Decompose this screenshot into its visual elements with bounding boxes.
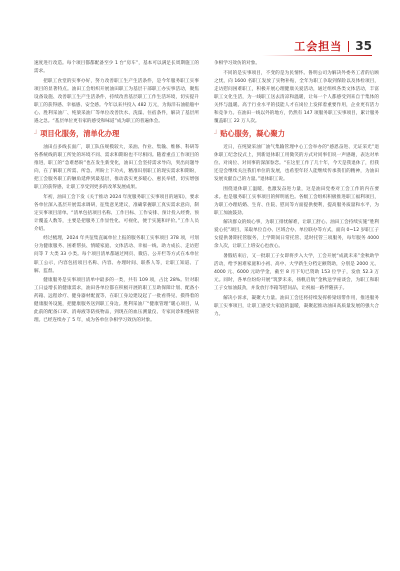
section-hook-icon: ┘ bbox=[34, 129, 39, 138]
body-paragraph: 把职工食堂的实事办好，努力改善职工生产生活条件，是今年服务职工实事项目的显著特点。油田工会组织开展油田职工为基层干部职工办实事活动，聚焦设备设施、改善职工生产生活条件，持续改善基层职工工作生活环境，切实提升职工的获得感、幸福感、安全感。今年以来共投入 482 万元，为海洋石油船舶中心、胜利采油厂、纯梁采油厂等单位改善饮水、洗澡、住宿条件，解决了基层所遇之急。“基层单位更有家的感受和味道”成为职工的普遍体会。 bbox=[34, 78, 199, 124]
body-paragraph: 近日，在纯梁采油厂油气集输管理中心工会举办的“感恩奋进、无证采光”退休职工纪念仪式上，到新退休职工用微笑的方式对同事们说一声感谢，表达对单位、对岗位、对同事的深深眷恋。“在这里工作了几十年，今天是我退休了，但我还是会继续关注我们单位的发展，也希望年轻人能继续传承我们的精神，为油田发展贡献自己的力量。”退休职工说。 bbox=[214, 144, 379, 183]
page-number: 35 bbox=[355, 39, 372, 53]
section-heading-text: 贴心服务，凝心聚力 bbox=[220, 128, 285, 138]
section-heading bbox=[214, 129, 379, 139]
body-paragraph: 解决小诉求，凝聚大力量。油田工会还将持续发挥桥梁纽带作用，推进服务职工实事项目，让职工感受大家庭的温暖，凝聚起推动油田高质量发展的强大合力。 bbox=[214, 295, 379, 317]
body-paragraph: 油田点多线长面广，职工队伍规模较大，采油、作业、集输、维修、科研等各系统线的职工所处的环境不同、需求和期盼也不尽相同。随着重点工作项目的推进，职工的“急难愁盼”也在发生新变化，油田工会坚持需求导向，突出问题导向，在了解职工所需、所急、所盼上下功夫，精准识别职工的现实需求和期盼，把工会服务职工的触角延伸到最基层，推动落实更多暖心、惠民举措，切实增强职工的获得感，让职工享受到更多的改革发展成果。 bbox=[34, 144, 199, 191]
body-paragraph: 年初，油田工会下发《关于推动 2024 年度服务职工实事项目的通知》，要求各单位深入基层开展需求调研，征集意见建议，准确掌握职工真实需求意向，制定实事项目清单。“清单包括项目名称、工作目标、工作安排、预计投入经费、预计覆盖人数等，主要是把服务工作显性化、可视化，便于实施和评价。”工作人员介绍。 bbox=[34, 194, 199, 232]
body-paragraph: 解决群众的烦心事，为职工排忧解难，让职工舒心、油田工会持续实施“胜利爱心托”项目，采取单位自办、区域合办、单位联办等方式，面向 0~12 岁职工子女提供暑期托管服务，上学期间日常托管、延时托管三项服务，每年服务 4000 余人次，让职工上班安心也放心。 bbox=[214, 220, 379, 250]
body-paragraph: 暑假结束后，又一批职工子女即将步入大学，工会开展“成就未来”金秋助学活动，给予困难家庭和小初、高中、大学新生分档定额资助，分别是 2000 元、4000 元、6000 元助学金，截至 8 月下旬已资助 153 位学子，发放 52.3 万元。同时，各单位纷纷开展“筑梦未来，扬帆启航”金秋送学座谈会，为职工和职工子女加油鼓劲，并发放行李箱等慰问品，让祝福一路伴随孩子。 bbox=[214, 253, 379, 292]
right-column bbox=[214, 60, 379, 320]
section-hook-icon: ┘ bbox=[214, 129, 219, 138]
body-paragraph: 围绕退休职工温暖，也激发奋进力量，这是油田党委对工会工作的内在要求。也是服务职工实事项目的鲜明底色。各级工会组织积极推进职工福利项目，为职工办理结婚、生育、住院、慰问等方面提供便利，提高服务质量和水平，为职工加油鼓劲。 bbox=[214, 186, 379, 216]
section-heading bbox=[34, 129, 199, 139]
header-divider bbox=[348, 41, 349, 52]
header-rule bbox=[262, 55, 372, 56]
body-paragraph: 速度进行改造。每个项目都都配备至少 1 台“房车”，基本可以满足长周期施工的需求。 bbox=[34, 61, 199, 75]
section-title: 工会担当 bbox=[294, 40, 343, 53]
body-paragraph: 健康服务是实事项目清单中最多的一类，共有 109 项，占比 28%。针对职工日益增长的健康需求，油田各单位都在积极开展的职工互助保障计划、配备小药箱、远程诊疗、健身器材配置等，在职工身边建设起了一批看得见、摸得着的健康服务设施，把健康服务送到职工身边。胜利采油厂“健康管理”暖心项目，从此前的配备口罩、消毒液等防疫物品，到现在的血压测量仪、专家问诊和慢病管理。已经连续办了 5 年，成为各单位争相学习效仿的对象。 bbox=[34, 278, 199, 324]
page-header bbox=[294, 38, 372, 54]
left-column bbox=[34, 60, 199, 327]
body-paragraph: 经过梳理，2024 年共征集直属单位上报的服务职工实事项目 378 项，可划分为健康服务、困难帮扶、情暖家庭、文体活动、幸福一线、助力成长、走访慰问等 7 大类 33 小类。每个项目清单都通过网页、微信、公开栏等方式在本单位职工公示，内容包括项目名称、内容、办理时间、联系人等，让职工知道、了解、监督。 bbox=[34, 236, 199, 274]
body-paragraph: 不同的是实事项目，不变的是为民情怀。鲁明公司为解决外委务工者的后顾之忧，向 1600 名职工发放了实物补贴，全年为职工争取到保险以及体检项目，走访慰问困难职工，积极开展心理健康关爱活动，通过组织各类文体活动，丰富职工文化生活，为一线职工送去清凉和温暖，让每一个人都感受到来自于集体的关怀与温暖。高于行业水平的技能人才在岗位上发挥着重要作用，企业更有活力和竞争力。在油田一线以外的地方，仍然有 147 项服务职工实事项目，累计服务覆盖职工 22 万人次。 bbox=[214, 70, 379, 124]
body-paragraph: 争相学习效仿的对象。 bbox=[214, 61, 260, 66]
section-heading-text: 项目化服务，清单化办理 bbox=[40, 128, 120, 138]
